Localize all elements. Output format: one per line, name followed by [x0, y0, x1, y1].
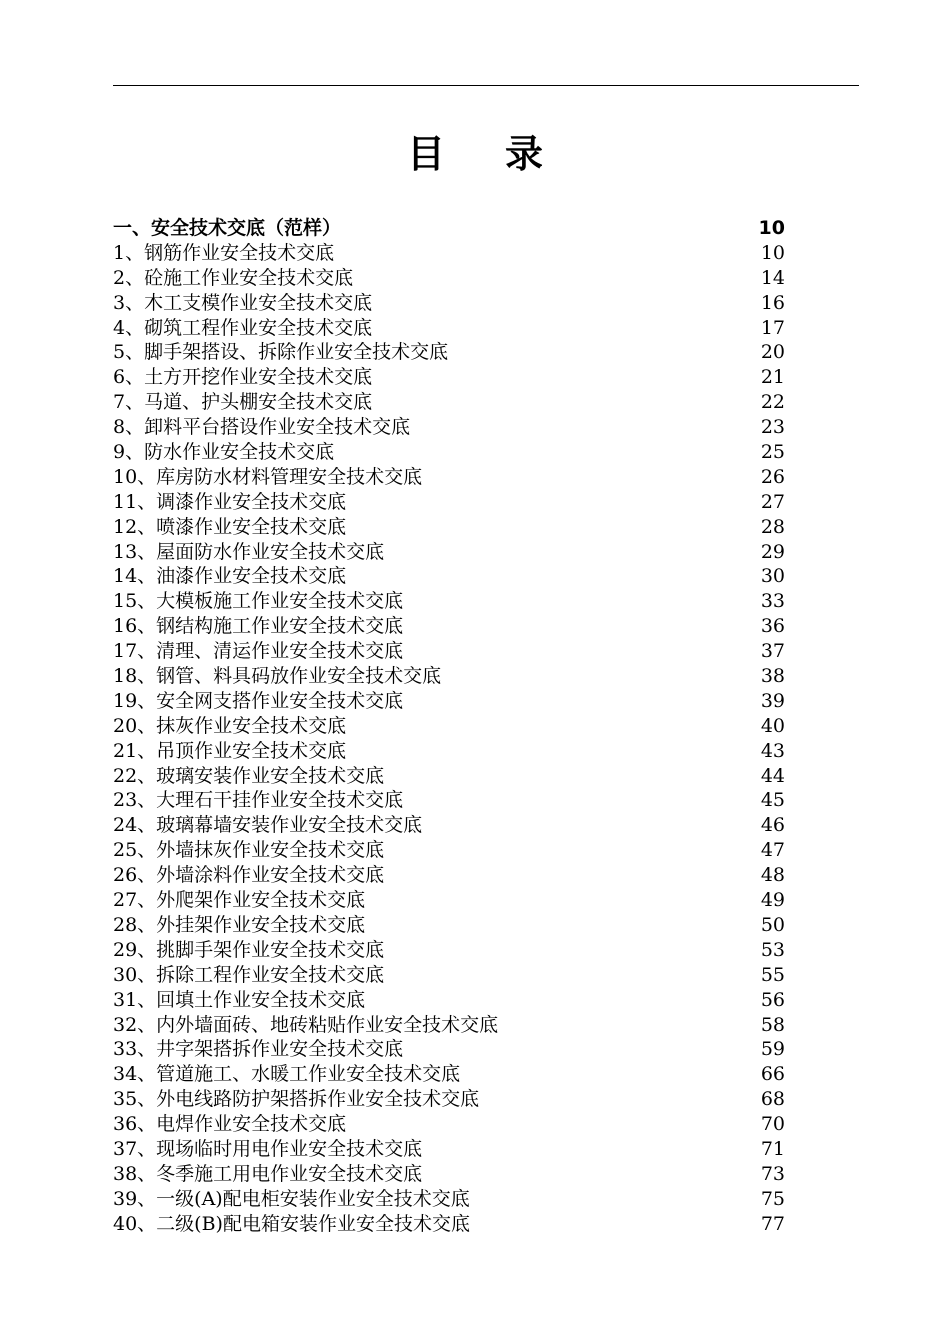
toc-entry-label: 2、砼施工作业安全技术交底 — [113, 266, 354, 289]
toc-entry-label: 16、钢结构施工作业安全技术交底 — [113, 615, 404, 638]
toc-entry-page-number: 77 — [760, 1212, 785, 1235]
toc-entry-page-number: 58 — [760, 1013, 785, 1036]
toc-entry-page-number: 55 — [760, 963, 785, 986]
toc-entry[interactable] — [113, 390, 785, 415]
toc-entry-page-number: 22 — [760, 391, 785, 414]
toc-entry[interactable] — [113, 515, 785, 540]
toc-entry[interactable] — [113, 764, 785, 789]
toc-entry-label: 33、井字架搭拆作业安全技术交底 — [113, 1038, 404, 1061]
toc-entry[interactable] — [113, 913, 785, 938]
toc-entry[interactable] — [113, 963, 785, 988]
toc-entry-label: 22、玻璃安装作业安全技术交底 — [113, 764, 385, 787]
toc-entry-page-number: 14 — [760, 266, 785, 289]
toc-entry[interactable] — [113, 490, 785, 515]
toc-entry-page-number: 68 — [760, 1088, 785, 1111]
toc-entry[interactable] — [113, 291, 785, 316]
toc-entry-label: 4、砌筑工程作业安全技术交底 — [113, 316, 373, 339]
toc-entry-label: 20、抹灰作业安全技术交底 — [113, 714, 347, 737]
toc-entry-label: 17、清理、清运作业安全技术交底 — [113, 640, 404, 663]
toc-entry-label: 38、冬季施工用电作业安全技术交底 — [113, 1162, 423, 1185]
toc-entry[interactable] — [113, 938, 785, 963]
toc-entry-page-number: 71 — [760, 1137, 785, 1160]
toc-entry-label: 6、土方开挖作业安全技术交底 — [113, 366, 373, 389]
toc-entry-page-number: 21 — [760, 366, 785, 389]
toc-entry-label: 3、木工支模作业安全技术交底 — [113, 291, 373, 314]
toc-entry[interactable] — [113, 564, 785, 589]
toc-entry-page-number: 59 — [760, 1038, 785, 1061]
toc-entry[interactable] — [113, 266, 785, 291]
toc-entry-page-number: 26 — [760, 465, 785, 488]
toc-entry-label: 9、防水作业安全技术交底 — [113, 441, 335, 464]
toc-entry-page-number: 66 — [760, 1063, 785, 1086]
toc-entry-label: 一、安全技术交底（范样） — [113, 217, 342, 239]
toc-entry-page-number: 30 — [760, 565, 785, 588]
toc-entry-page-number: 50 — [760, 913, 785, 936]
toc-entry-page-number: 17 — [760, 316, 785, 339]
toc-entry-page-number: 46 — [760, 814, 785, 837]
toc-entry-page-number: 53 — [760, 938, 785, 961]
toc-entry[interactable] — [113, 888, 785, 913]
toc-entry-label: 30、拆除工程作业安全技术交底 — [113, 963, 385, 986]
toc-entry[interactable] — [113, 1037, 785, 1062]
toc-entry-label: 39、一级(A)配电柜安装作业安全技术交底 — [113, 1187, 470, 1210]
toc-entry-label: 24、玻璃幕墙安装作业安全技术交底 — [113, 814, 423, 837]
toc-entry[interactable] — [113, 1137, 785, 1162]
toc-entry[interactable] — [113, 689, 785, 714]
toc-entry[interactable] — [113, 241, 785, 266]
toc-entry-label: 35、外电线路防护架搭拆作业安全技术交底 — [113, 1088, 480, 1111]
header-rule — [113, 85, 859, 86]
title-char-2: 录 — [505, 132, 544, 176]
toc-entry-label: 13、屋面防水作业安全技术交底 — [113, 540, 385, 563]
toc-entry[interactable] — [113, 1062, 785, 1087]
toc-entry[interactable] — [113, 1212, 785, 1237]
toc-entry-label: 8、卸料平台搭设作业安全技术交底 — [113, 416, 411, 439]
toc-entry-label: 40、二级(B)配电箱安装作业安全技术交底 — [113, 1212, 470, 1235]
toc-entry-label: 31、回填土作业安全技术交底 — [113, 988, 366, 1011]
toc-entry-page-number: 43 — [760, 739, 785, 762]
toc-entry-page-number: 70 — [760, 1113, 785, 1136]
toc-entry-page-number: 49 — [760, 889, 785, 912]
toc-entry[interactable] — [113, 1087, 785, 1112]
toc-entry[interactable] — [113, 465, 785, 490]
toc-entry[interactable] — [113, 440, 785, 465]
toc-entry[interactable] — [113, 1013, 785, 1038]
toc-entry[interactable] — [113, 216, 785, 241]
toc-entry-label: 12、喷漆作业安全技术交底 — [113, 515, 347, 538]
toc-entry-page-number: 23 — [760, 416, 785, 439]
toc-entry-page-number: 48 — [760, 864, 785, 887]
toc-entry-label: 7、马道、护头棚安全技术交底 — [113, 391, 373, 414]
toc-entry-page-number: 25 — [760, 441, 785, 464]
toc-entry[interactable] — [113, 365, 785, 390]
page-title — [0, 128, 950, 180]
toc-entry-label: 10、库房防水材料管理安全技术交底 — [113, 465, 423, 488]
toc-entry-label: 19、安全网支搭作业安全技术交底 — [113, 689, 404, 712]
toc-entry-label: 34、管道施工、水暖工作业安全技术交底 — [113, 1063, 461, 1086]
toc-entry-page-number: 36 — [760, 615, 785, 638]
toc-entry-label: 25、外墙抹灰作业安全技术交底 — [113, 839, 385, 862]
toc-entry[interactable] — [113, 714, 785, 739]
toc-entry-page-number: 38 — [760, 665, 785, 688]
toc-entry[interactable] — [113, 415, 785, 440]
toc-entry-page-number: 29 — [760, 540, 785, 563]
toc-entry-label: 15、大模板施工作业安全技术交底 — [113, 590, 404, 613]
toc-entry-label: 36、电焊作业安全技术交底 — [113, 1113, 347, 1136]
toc-entry-label: 26、外墙涂料作业安全技术交底 — [113, 864, 385, 887]
toc-entry-label: 37、现场临时用电作业安全技术交底 — [113, 1137, 423, 1160]
toc-entry[interactable] — [113, 540, 785, 565]
toc-entry-label: 32、内外墙面砖、地砖粘贴作业安全技术交底 — [113, 1013, 499, 1036]
toc-entry-page-number: 75 — [760, 1187, 785, 1210]
toc-entry-page-number: 20 — [760, 341, 785, 364]
toc-entry-label: 23、大理石干挂作业安全技术交底 — [113, 789, 404, 812]
toc-entry-label: 1、钢筋作业安全技术交底 — [113, 241, 335, 264]
toc-entry-label: 11、调漆作业安全技术交底 — [113, 490, 347, 513]
toc-entry-label: 28、外挂架作业安全技术交底 — [113, 913, 366, 936]
table-of-contents — [113, 216, 785, 1237]
toc-entry-page-number: 56 — [760, 988, 785, 1011]
toc-entry-page-number: 37 — [760, 640, 785, 663]
toc-entry[interactable] — [113, 614, 785, 639]
toc-entry-page-number: 39 — [760, 689, 785, 712]
toc-entry[interactable] — [113, 316, 785, 341]
toc-entry-page-number: 40 — [760, 714, 785, 737]
toc-entry-page-number: 16 — [760, 291, 785, 314]
toc-entry-page-number: 10 — [758, 217, 785, 239]
toc-entry-page-number: 73 — [760, 1162, 785, 1185]
toc-entry[interactable] — [113, 739, 785, 764]
toc-entry-label: 18、钢管、料具码放作业安全技术交底 — [113, 665, 442, 688]
toc-entry[interactable] — [113, 813, 785, 838]
toc-entry[interactable] — [113, 788, 785, 813]
toc-entry-label: 29、挑脚手架作业安全技术交底 — [113, 938, 385, 961]
toc-entry-label: 21、吊顶作业安全技术交底 — [113, 739, 347, 762]
toc-entry[interactable] — [113, 1187, 785, 1212]
toc-entry-page-number: 10 — [760, 241, 785, 264]
toc-entry-page-number: 45 — [760, 789, 785, 812]
toc-entry[interactable] — [113, 838, 785, 863]
toc-entry[interactable] — [113, 589, 785, 614]
title-char-1: 目 — [406, 132, 445, 176]
toc-entry[interactable] — [113, 664, 785, 689]
toc-entry-page-number: 27 — [760, 490, 785, 513]
toc-entry-page-number: 33 — [760, 590, 785, 613]
toc-entry[interactable] — [113, 1162, 785, 1187]
toc-entry[interactable] — [113, 639, 785, 664]
toc-entry-label: 27、外爬架作业安全技术交底 — [113, 889, 366, 912]
toc-entry[interactable] — [113, 1112, 785, 1137]
toc-entry[interactable] — [113, 863, 785, 888]
toc-entry-label: 5、脚手架搭设、拆除作业安全技术交底 — [113, 341, 449, 364]
toc-entry-page-number: 47 — [760, 839, 785, 862]
toc-entry-page-number: 28 — [760, 515, 785, 538]
toc-entry-page-number: 44 — [760, 764, 785, 787]
toc-entry-label: 14、油漆作业安全技术交底 — [113, 565, 347, 588]
toc-entry[interactable] — [113, 340, 785, 365]
toc-entry[interactable] — [113, 988, 785, 1013]
